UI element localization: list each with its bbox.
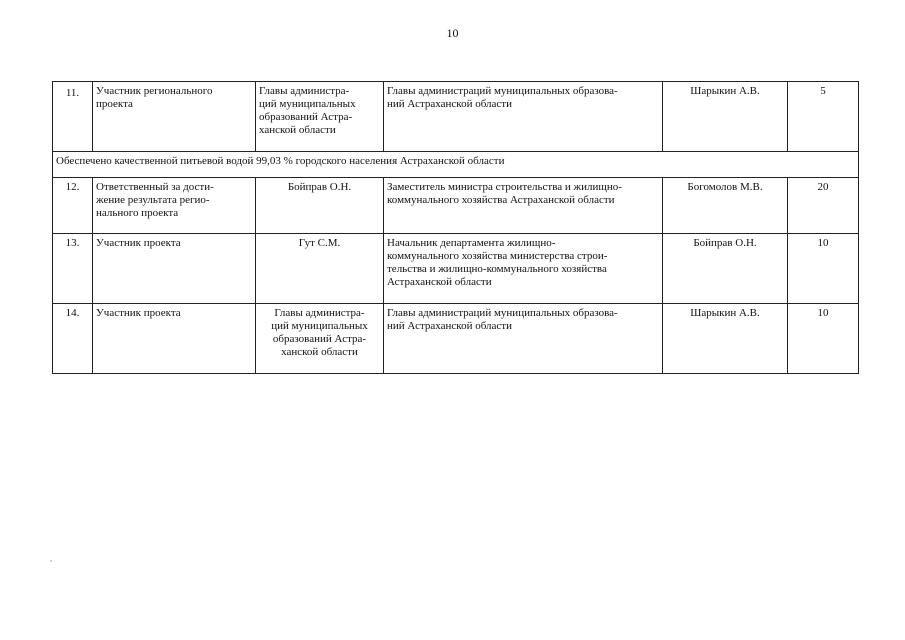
position-text: Главы администраций муниципальных образова- ний Астраханской области [387, 85, 618, 110]
role-cell: Участник проекта [93, 304, 256, 374]
person-text: Главы администра- ций муниципальных образований Астра- ханской области [259, 85, 356, 136]
section-title: Обеспечено качественной питьевой водой 99,03 % городского населения Астраханской области [53, 152, 859, 178]
person-cell: Гут С.М. [256, 234, 384, 304]
table-row [53, 234, 859, 304]
position-cell [384, 304, 663, 374]
percent-cell: 20 [788, 178, 859, 234]
responsibility-table [52, 81, 859, 374]
row-number: 11. [53, 82, 93, 152]
person-cell [256, 82, 384, 152]
role-cell: Участник проекта [93, 234, 256, 304]
position-text: Главы администраций муниципальных образова- ний Астраханской области [387, 307, 618, 332]
role-text: Участник регионального проекта [96, 85, 213, 110]
row-number: 14. [53, 304, 93, 374]
supervisor-cell: Богомолов М.В. [663, 178, 788, 234]
role-text: Ответственный за дости- жение результата регио- нального проекта [96, 181, 214, 219]
table-row [53, 82, 859, 152]
table-row [53, 304, 859, 374]
supervisor-cell: Бойправ О.Н. [663, 234, 788, 304]
person-text: Главы администра- ций муниципальных образований Астра- ханской области [271, 307, 368, 358]
row-number: 13. [53, 234, 93, 304]
role-cell [93, 82, 256, 152]
percent-cell: 5 [788, 82, 859, 152]
percent-cell: 10 [788, 304, 859, 374]
row-number: 12. [53, 178, 93, 234]
supervisor-cell: Шарыкин А.В. [663, 82, 788, 152]
position-text: Заместитель министра строительства и жилищно- коммунального хозяйства Астраханской области [387, 181, 622, 206]
percent-cell: 10 [788, 234, 859, 304]
page-number: 10 [446, 26, 459, 40]
scan-speck [50, 560, 52, 562]
section-row [53, 152, 859, 178]
person-cell [256, 304, 384, 374]
position-cell [384, 234, 663, 304]
position-cell [384, 178, 663, 234]
table-row [53, 178, 859, 234]
person-cell: Бойправ О.Н. [256, 178, 384, 234]
position-text: Начальник департамента жилищно- коммунального хозяйства министерства строи- тельства и жилищно-коммунального хозяйства Астраханской области [387, 237, 608, 288]
role-cell [93, 178, 256, 234]
position-cell [384, 82, 663, 152]
supervisor-cell: Шарыкин А.В. [663, 304, 788, 374]
